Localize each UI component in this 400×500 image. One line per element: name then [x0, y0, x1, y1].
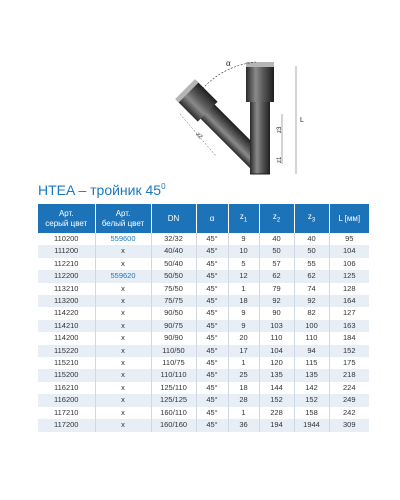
cell-art-grey: 114210: [38, 320, 95, 332]
cell-z1: 25: [228, 369, 259, 381]
cell-dn: 110/110: [151, 369, 196, 381]
cell-z1: 10: [228, 245, 259, 257]
page-title-degree: 0: [161, 182, 166, 191]
table-row: [38, 394, 369, 406]
cell-z1: 18: [228, 382, 259, 394]
cell-dn: 160/110: [151, 407, 196, 419]
table-row: [38, 369, 369, 381]
cell-length: 249: [329, 394, 369, 406]
cell-z3: 142: [294, 382, 329, 394]
cell-angle: 45°: [196, 332, 228, 344]
cell-length: 224: [342, 382, 356, 392]
cell-length: 106: [342, 258, 356, 268]
cell-art-grey: 115210: [38, 357, 95, 369]
cell-z3: 74: [294, 283, 329, 295]
table-row: [38, 270, 369, 282]
table-row: [38, 233, 369, 245]
table-row: [38, 419, 369, 431]
cell-angle: 45°: [196, 307, 228, 319]
cell-z3: 152: [294, 394, 329, 406]
cell-dn: 50/40: [151, 258, 196, 270]
cell-dn: 110/75: [151, 357, 196, 369]
table-row: [38, 345, 369, 357]
cell-length: 104: [329, 245, 369, 257]
cell-art-grey: 116210: [38, 382, 95, 394]
z3-label: z3: [277, 126, 283, 133]
tee-fitting-diagram: [150, 52, 320, 176]
cell-art-white: x: [95, 357, 151, 369]
cell-art-grey: 111200: [38, 245, 95, 257]
cell-art-grey: 110200: [38, 233, 95, 245]
cell-art-white: x: [95, 307, 151, 319]
cell-art-white: x: [95, 394, 151, 406]
column-header-art-white: Арт. белый цвет: [95, 204, 151, 233]
cell-z2: 228: [259, 407, 294, 419]
cell-z3: 110: [294, 332, 329, 344]
cell-angle: 45°: [196, 369, 228, 381]
cell-dn: 125/110: [151, 382, 196, 394]
cell-art-white: x: [95, 345, 151, 357]
table-row: [38, 245, 369, 257]
cell-z3: 50: [294, 245, 329, 257]
cell-z1: 18: [228, 295, 259, 307]
cell-z2: 104: [259, 345, 294, 357]
page-title: [38, 182, 166, 198]
column-header-angle: α: [196, 204, 228, 233]
cell-art-white: x: [95, 258, 151, 270]
cell-z2: 79: [259, 283, 294, 295]
cell-z3: 82: [294, 307, 329, 319]
cell-z1: 5: [228, 258, 259, 270]
cell-art-white[interactable]: 559620: [95, 270, 151, 282]
cell-length: 309: [329, 419, 369, 431]
cell-angle: 45°: [196, 394, 228, 406]
cell-length: 152: [329, 345, 369, 357]
cell-art-white: x: [95, 382, 151, 394]
cell-z1: 12: [228, 270, 259, 282]
cell-z3: 1944: [294, 419, 329, 431]
cell-art-white: x: [95, 320, 151, 332]
cell-art-grey: 114220: [38, 307, 95, 319]
cell-z2: 144: [259, 382, 294, 394]
cell-art-white: x: [95, 283, 151, 295]
cell-z1: 20: [228, 332, 259, 344]
table-row: [38, 283, 369, 295]
cell-length: 184: [342, 333, 356, 343]
cell-z3: 62: [294, 270, 329, 282]
cell-z3: 100: [294, 320, 329, 332]
cell-z2: 120: [259, 357, 294, 369]
cell-z1: 1: [228, 357, 259, 369]
cell-angle: 45°: [196, 295, 228, 307]
cell-art-white[interactable]: 559600: [95, 233, 151, 245]
cell-angle: 45°: [196, 345, 228, 357]
cell-angle: 45°: [196, 245, 228, 257]
cell-art-grey: 113200: [38, 295, 95, 307]
length-label: L: [300, 117, 304, 124]
cell-length: 125: [329, 270, 369, 282]
cell-dn: 160/160: [151, 419, 196, 431]
cell-art-grey: 117210: [38, 407, 95, 419]
cell-z1: 1: [228, 407, 259, 419]
cell-length: 163: [329, 320, 369, 332]
cell-angle: 45°: [196, 320, 228, 332]
cell-dn: 110/50: [151, 345, 196, 357]
cell-z2: 135: [259, 369, 294, 381]
cell-dn: 32/32: [151, 233, 196, 245]
cell-z1: 28: [228, 394, 259, 406]
cell-z3: 40: [294, 233, 329, 245]
cell-dn: 75/75: [151, 295, 196, 307]
cell-z3: 115: [294, 357, 329, 369]
specifications-table: [38, 204, 369, 432]
cell-z2: 57: [259, 258, 294, 270]
cell-art-white: x: [95, 332, 151, 344]
column-header-dn: DN: [151, 204, 196, 233]
column-header-z1: $z_1$: [228, 204, 259, 233]
cell-z1: 36: [228, 419, 259, 431]
cell-art-grey: 117200: [38, 419, 95, 431]
cell-length: 95: [345, 234, 354, 243]
table-row: [38, 332, 369, 344]
cell-dn: 90/50: [151, 307, 196, 319]
page-title-text: HTEA – тройник 45: [38, 182, 162, 198]
cell-length: 127: [342, 308, 356, 318]
cell-z3: 158: [294, 407, 329, 419]
table-row: [38, 320, 369, 332]
cell-length: 242: [342, 407, 356, 417]
table-row: [38, 295, 369, 307]
cell-z2: 62: [259, 270, 294, 282]
table-row: [38, 258, 369, 270]
column-header-z2: $z_2$: [259, 204, 294, 233]
cell-length: 164: [329, 295, 369, 307]
cell-z3: 135: [294, 369, 329, 381]
cell-angle: 45°: [196, 233, 228, 245]
main-pipe: [246, 62, 274, 174]
cell-z2: 103: [259, 320, 294, 332]
cell-art-white: x: [95, 295, 151, 307]
cell-z1: 9: [228, 233, 259, 245]
cell-dn: 90/75: [151, 320, 196, 332]
cell-art-white: x: [95, 419, 151, 431]
cell-angle: 45°: [196, 258, 228, 270]
z1-label: z1: [277, 156, 283, 163]
cell-z2: 40: [259, 233, 294, 245]
cell-z3: 94: [294, 345, 329, 357]
cell-z3: 55: [294, 258, 329, 270]
cell-length: 218: [329, 369, 369, 381]
cell-length: 128: [342, 283, 356, 293]
table-row: [38, 382, 369, 394]
z2-label: z2: [194, 131, 204, 141]
cell-art-grey: 112200: [38, 270, 95, 282]
cell-art-grey: 114200: [38, 332, 95, 344]
cell-length: 175: [342, 358, 356, 368]
cell-art-white: x: [95, 407, 151, 419]
cell-z1: 9: [228, 307, 259, 319]
cell-dn: 40/40: [151, 245, 196, 257]
cell-z1: 17: [228, 345, 259, 357]
angle-label: α: [226, 58, 231, 68]
cell-art-white: x: [95, 369, 151, 381]
cell-z2: 110: [259, 332, 294, 344]
cell-art-grey: 113210: [38, 283, 95, 295]
table-row: [38, 407, 369, 419]
cell-art-white: x: [95, 245, 151, 257]
cell-art-grey: 115200: [38, 369, 95, 381]
cell-angle: 45°: [196, 407, 228, 419]
cell-z1: 9: [228, 320, 259, 332]
table-header-row: [38, 204, 369, 233]
cell-dn: 90/90: [151, 332, 196, 344]
column-header-length: L [мм]: [329, 204, 369, 233]
cell-dn: 75/50: [151, 283, 196, 295]
cell-art-grey: 116200: [38, 394, 95, 406]
cell-z2: 50: [259, 245, 294, 257]
column-header-art-grey: Арт. серый цвет: [38, 204, 95, 233]
cell-z1: 1: [228, 283, 259, 295]
cell-z2: 92: [259, 295, 294, 307]
cell-art-grey: 115220: [38, 345, 95, 357]
cell-z2: 194: [259, 419, 294, 431]
cell-dn: 50/50: [151, 270, 196, 282]
column-header-z3: $z_3$: [294, 204, 329, 233]
cell-angle: 45°: [196, 382, 228, 394]
table-row: [38, 357, 369, 369]
cell-angle: 45°: [196, 419, 228, 431]
cell-z3: 92: [294, 295, 329, 307]
table-row: [38, 307, 369, 319]
cell-angle: 45°: [196, 270, 228, 282]
cell-dn: 125/125: [151, 394, 196, 406]
cell-angle: 45°: [196, 283, 228, 295]
cell-angle: 45°: [196, 357, 228, 369]
cell-z2: 152: [259, 394, 294, 406]
cell-art-grey: 112210: [38, 258, 95, 270]
cell-z2: 90: [259, 307, 294, 319]
